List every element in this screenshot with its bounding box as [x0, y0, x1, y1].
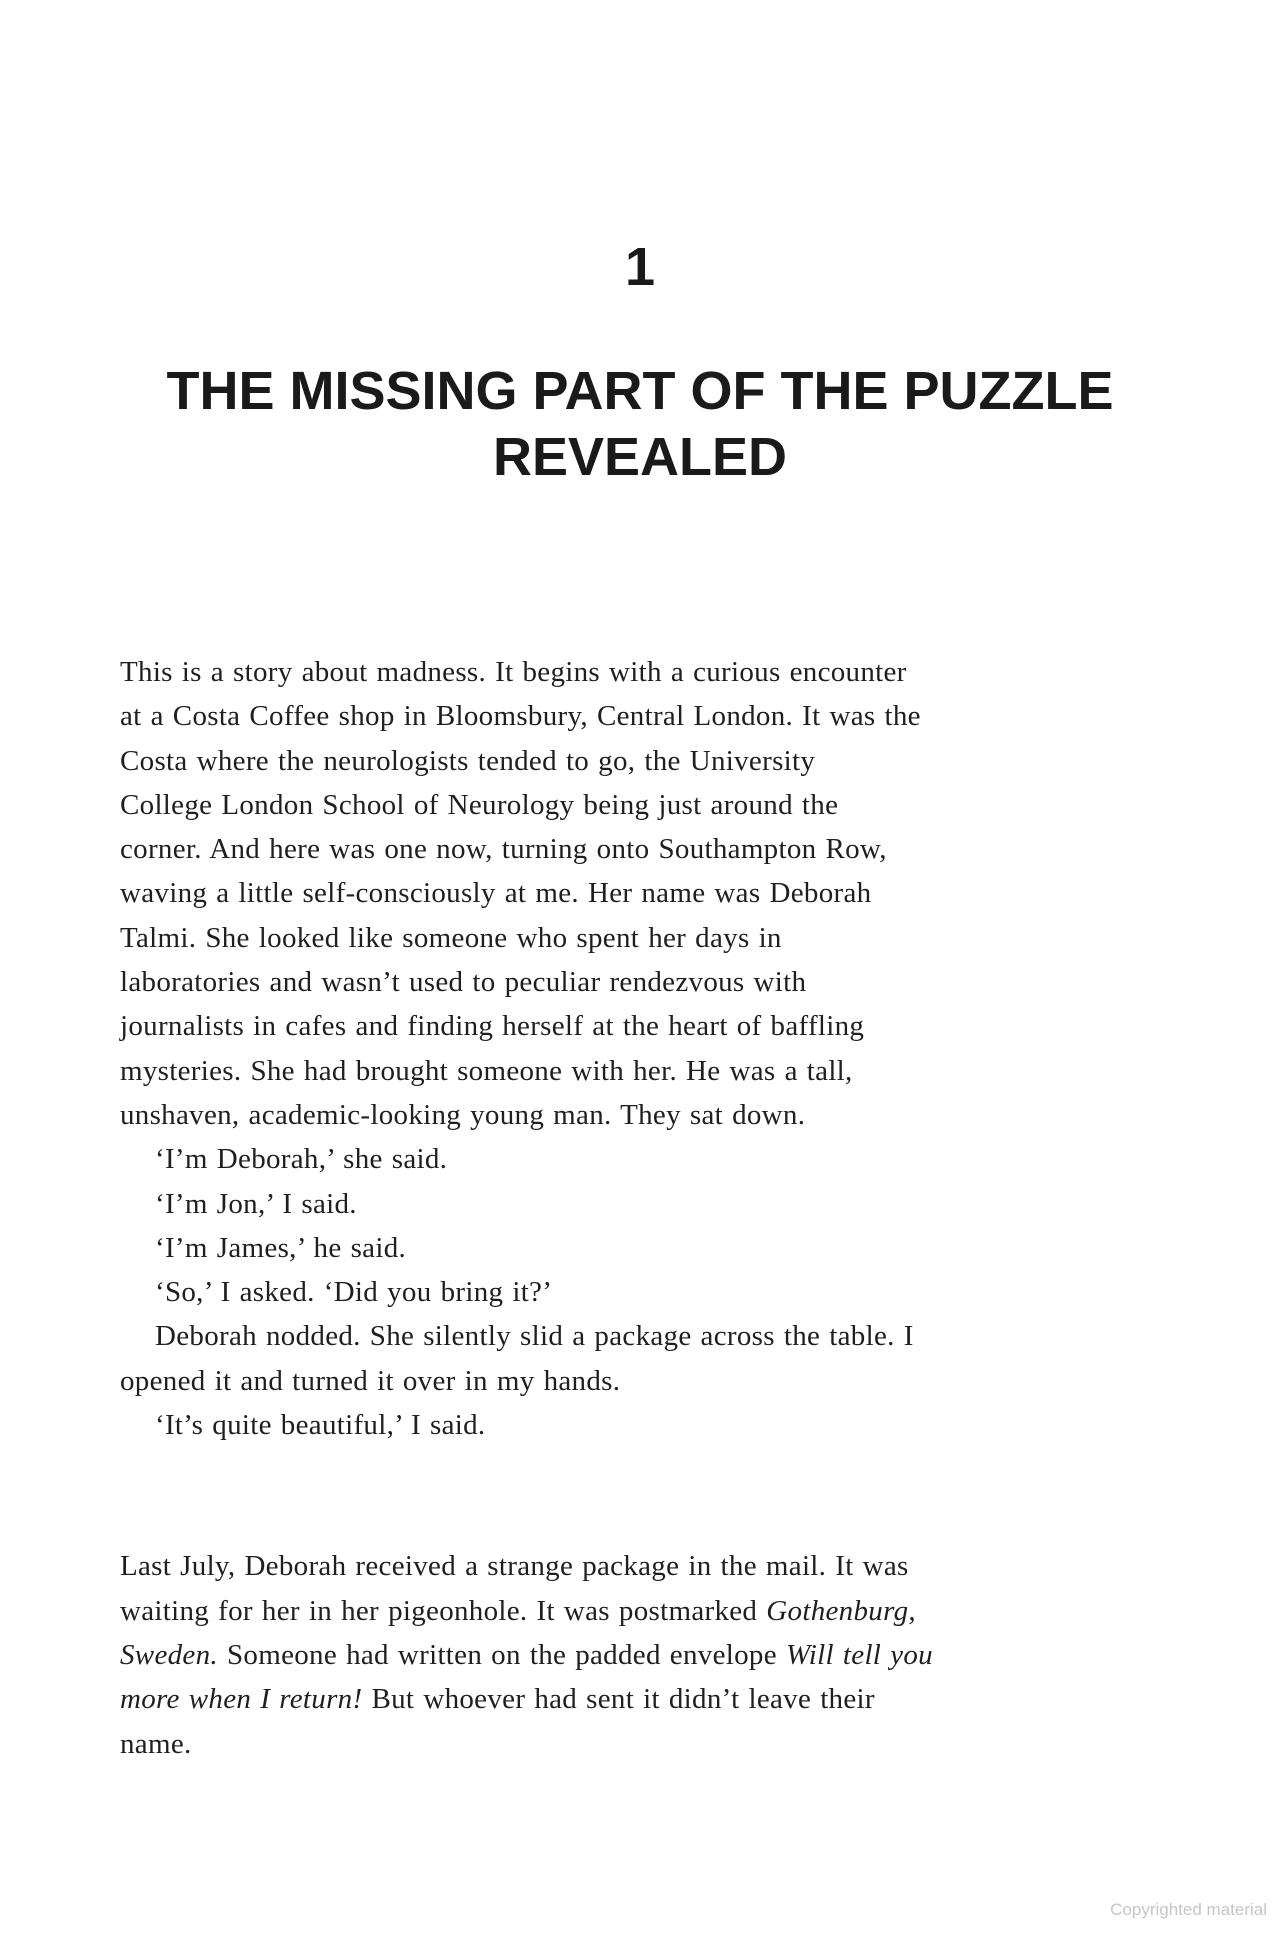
italic-text-segment: Will tell you [785, 1638, 933, 1671]
paragraph [120, 1403, 1176, 1447]
italic-text-segment: Sweden. [120, 1638, 218, 1671]
text-line [120, 827, 1176, 871]
body-text [120, 650, 1176, 1766]
text-line [120, 1226, 1176, 1270]
paragraph [120, 1226, 1176, 1270]
text-segment: Last July, Deborah received a strange package in the mail. It was [120, 1550, 909, 1583]
chapter-title-line-1: THE MISSING PART OF THE PUZZLE [166, 361, 1114, 421]
text-segment: Talmi. She looked like someone who spent her days in [120, 921, 782, 954]
text-segment: ‘I’m Deborah,’ she said. [155, 1143, 448, 1176]
text-segment: ‘I’m James,’ he said. [155, 1231, 407, 1264]
text-segment: ‘So,’ I asked. ‘Did you bring it?’ [155, 1276, 553, 1309]
text-segment: This is a story about madness. It begins with a curious encounter [120, 656, 907, 688]
text-line [120, 694, 1176, 738]
italic-text-segment: Gothenburg, [766, 1594, 916, 1627]
text-line [120, 1589, 1176, 1633]
text-line [120, 1004, 1176, 1048]
text-line [120, 1182, 1176, 1226]
text-line [120, 1722, 1176, 1766]
text-line [120, 1270, 1176, 1314]
italic-text-segment: more when I return! [120, 1683, 363, 1716]
chapter-number: 1 [624, 237, 656, 297]
text-line [120, 650, 1176, 694]
text-segment: name. [120, 1727, 192, 1760]
text-segment: at a Costa Coffee shop in Bloomsbury, Central London. It was the [120, 700, 921, 733]
copyright-watermark: Copyrighted material [1110, 1900, 1267, 1919]
paragraph [120, 650, 1176, 1137]
paragraph [120, 1270, 1176, 1314]
paragraph [120, 1182, 1176, 1226]
text-line [120, 1677, 1176, 1721]
text-segment: unshaven, academic-looking young man. They sat down. [120, 1098, 806, 1131]
text-segment: opened it and turned it over in my hands. [120, 1364, 621, 1397]
paragraph [120, 1544, 1176, 1765]
text-segment: College London School of Neurology being just around the [120, 788, 839, 821]
text-segment: waving a little self-consciously at me. Her name was Deborah [120, 877, 872, 910]
text-line [120, 1633, 1176, 1677]
text-segment: Costa where the neurologists tended to go, the University [120, 744, 816, 777]
text-segment: ‘It’s quite beautiful,’ I said. [155, 1409, 486, 1442]
text-line [120, 871, 1176, 915]
chapter-title [0, 358, 1280, 490]
text-segment: waiting for her in her pigeonhole. It was postmarked [120, 1594, 767, 1627]
text-segment: corner. And here was one now, turning onto Southampton Row, [120, 833, 887, 866]
text-segment: Someone had written on the padded envelope [217, 1638, 786, 1671]
text-line [120, 960, 1176, 1004]
text-line [120, 1314, 1176, 1358]
text-segment: But whoever had sent it didn’t leave their [362, 1683, 875, 1716]
chapter-title-line-2: REVEALED [492, 427, 788, 487]
text-segment: journalists in cafes and finding herself at the heart of baffling [120, 1010, 865, 1043]
paragraph [120, 1137, 1176, 1181]
text-line [120, 916, 1176, 960]
text-segment: ‘I’m Jon,’ I said. [155, 1187, 357, 1220]
text-line [120, 739, 1176, 783]
text-line [120, 1049, 1176, 1093]
text-line [120, 1093, 1176, 1137]
text-line [120, 1359, 1176, 1403]
text-segment: mysteries. She had brought someone with her. He was a tall, [120, 1054, 853, 1087]
text-line [120, 1403, 1176, 1447]
text-line [120, 783, 1176, 827]
text-line [120, 1137, 1176, 1181]
text-segment: Deborah nodded. She silently slid a package across the table. I [155, 1320, 914, 1353]
text-line [120, 1544, 1176, 1588]
paragraph [120, 1314, 1176, 1403]
text-segment: laboratories and wasn’t used to peculiar rendezvous with [120, 966, 807, 999]
